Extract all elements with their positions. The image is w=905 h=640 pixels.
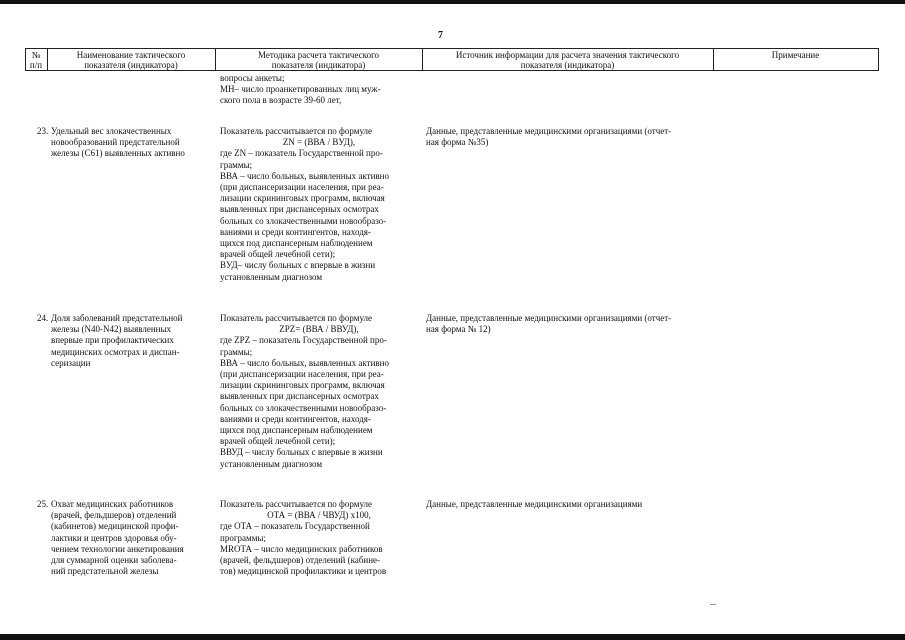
row-number: 24.: [37, 313, 49, 323]
information-source: Данные, представленные медицинскими организациями (отчет- ная форма № 12): [426, 313, 672, 335]
page-top-edge: [0, 0, 905, 4]
column-divider: [878, 48, 879, 70]
indicator-name: Удельный вес злокачественных новообразований предстательной железы (С61) выявленных активно: [51, 126, 185, 159]
page-number: 7: [438, 30, 443, 41]
page-bottom-edge: [0, 634, 905, 640]
table-top-border: [25, 48, 879, 49]
scan-mark: [710, 604, 716, 605]
row-number: 25.: [37, 499, 49, 509]
indicator-name: Охват медицинских работников (врачей, фельдшеров) отделений (кабинетов) медицинской профи- лактики и центров здоровья обу- чением технологии анкетирования для суммарной оценки заболева- ний предстательной железы: [51, 499, 184, 577]
row-number: 23.: [37, 126, 49, 136]
continued-method-text: вопросы анкеты; MН– число проанкетированных лиц муж- ского пола в возрасте 39-60 лет,: [220, 73, 381, 106]
calculation-method: Показатель рассчитывается по формуле ZPZ= (BВА / BВУД), где ZPZ – показатель Государственной про- граммы; BВА – число больных, выявленных активно (при диспансеризации населения, при реа- лизации скрининговых программ, включая выявленных при диспансерных осмотрах больных со злокачественными новообразо- ваниями и среди контингентов, находя- щихся под диспансерным наблюдением врачей общей лечебной сети); BВУД – числу больных с впервые в жизни установленным диагнозом: [220, 313, 389, 469]
header-note: Примечание: [771, 50, 820, 60]
header-indicator-name: Наименование тактического показателя (индикатора): [76, 50, 186, 70]
information-source: Данные, представленные медицинскими организациями (отчет- ная форма №35): [426, 126, 672, 148]
calculation-method: Показатель рассчитывается по формуле ZN = (BВА / BУД), где ZN – показатель Государственной про- граммы; BВА – число больных, выявленных активно (при диспансеризации населения, при реа- лизации скрининговых программ, включая выявленных при диспансерных осмотрах больных со злокачественными новообразо- ваниями и среди контингентов, находя- щихся под диспансерным наблюдением врачей общей лечебной сети); BУД– числу больных с впервые в жизни установленным диагнозом: [220, 126, 389, 282]
calculation-method: Показатель рассчитывается по формуле OТА = (BВА / ЧВУД) x100, где OТА – показатель Государственной программы; MRОТА – число медицинских работников (врачей, фельдшеров) отделений (кабине- тов) медицинской профилактики и центров: [220, 499, 387, 577]
table-header-bottom-border: [25, 70, 879, 71]
header-information-source: Источник информации для расчета значения тактического показателя (индикатора): [455, 50, 680, 70]
header-number: № п/п: [29, 50, 43, 70]
indicator-name: Доля заболеваний предстательной железы (N40-N42) выявленных впервые при профилактических медицинских осмотрах и диспан- серизации: [51, 313, 183, 368]
information-source: Данные, представленные медицинскими организациями: [426, 499, 643, 509]
header-calculation-method: Методика расчета тактического показателя (индикатора): [257, 50, 380, 70]
